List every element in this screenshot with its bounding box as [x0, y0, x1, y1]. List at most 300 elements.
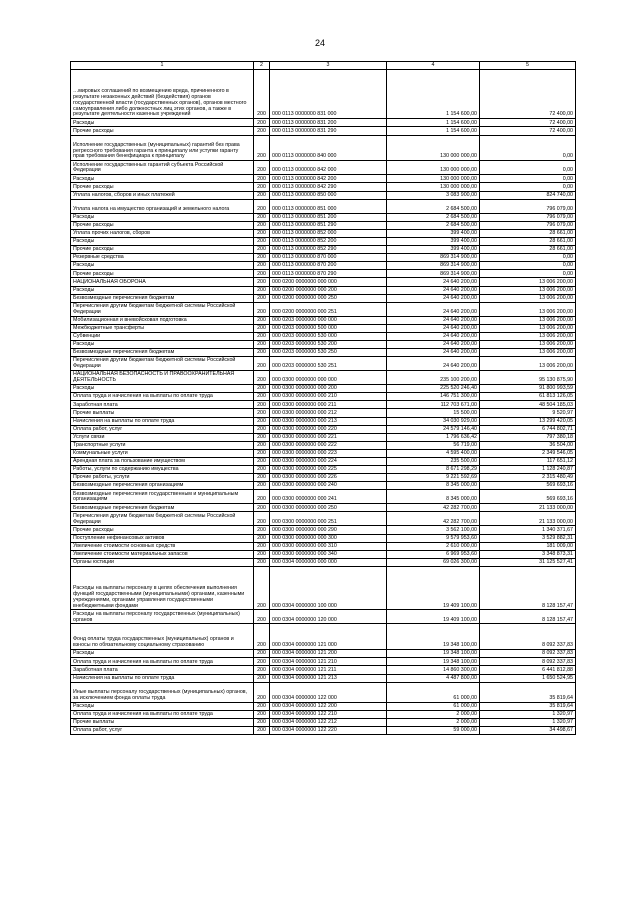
row-code-cell: 200: [254, 349, 270, 357]
row-plan-value: 8 671 298,29: [387, 466, 480, 474]
row-kbk-cell: 000 0113 0000000 850 000: [270, 191, 387, 199]
row-fact-value: 6 441 812,88: [480, 666, 576, 674]
row-kbk-cell: 000 0300 0000000 000 226: [270, 474, 387, 482]
table-row: [71, 286, 576, 294]
row-code-cell: 200: [254, 393, 270, 401]
row-plan-value: 24 640 200,00: [387, 302, 480, 316]
row-kbk-cell: 000 0113 0000000 831 290: [270, 127, 387, 135]
table-row: [71, 254, 576, 262]
row-plan-value: 24 640 200,00: [387, 340, 480, 348]
table-row: [71, 666, 576, 674]
row-fact-value: 797 380,18: [480, 433, 576, 441]
table-row: [71, 425, 576, 433]
row-plan-value: 130 000 000,00: [387, 183, 480, 191]
table-row: [71, 466, 576, 474]
row-name-cell: Безвозмездные перечисления бюджетам: [71, 294, 254, 302]
row-code-cell: 200: [254, 371, 270, 385]
table-row: [71, 409, 576, 417]
row-name-cell: Расходы на выплаты персоналу в целях обеспечения выполнения функций государственными (муниципальными) органами, казенными учреждениями, органами управления государственными внебюджетными фондами: [71, 566, 254, 610]
table-row: [71, 490, 576, 504]
row-code-cell: 200: [254, 127, 270, 135]
row-fact-value: 0,00: [480, 254, 576, 262]
row-plan-value: 2 684 500,00: [387, 213, 480, 221]
row-fact-value: 1 128 240,87: [480, 466, 576, 474]
row-plan-value: 399 400,00: [387, 237, 480, 245]
table-row: [71, 504, 576, 512]
row-name-cell: Иные выплаты персоналу государственных (муниципальных) органов, за исключением фонда оплаты труда: [71, 682, 254, 702]
row-plan-value: 112 703 671,00: [387, 401, 480, 409]
row-fact-value: 6 744 802,71: [480, 425, 576, 433]
row-plan-value: 2 684 500,00: [387, 221, 480, 229]
row-plan-value: 24 640 200,00: [387, 294, 480, 302]
row-name-cell: Оплата труда и начисления на выплаты по оплате труда: [71, 710, 254, 718]
row-code-cell: 200: [254, 534, 270, 542]
row-fact-value: 1 340 371,67: [480, 526, 576, 534]
table-row: [71, 340, 576, 348]
row-name-cell: Безвозмездные перечисления организациям: [71, 482, 254, 490]
row-code-cell: 200: [254, 278, 270, 286]
row-plan-value: 235 500,00: [387, 458, 480, 466]
row-name-cell: Расходы: [71, 650, 254, 658]
row-kbk-cell: 000 0200 0000000 000 000: [270, 278, 387, 286]
row-plan-value: 61 000,00: [387, 682, 480, 702]
row-name-cell: НАЦИОНАЛЬНАЯ ОБОРОНА: [71, 278, 254, 286]
table-row: [71, 441, 576, 449]
row-kbk-cell: 000 0113 0000000 851 000: [270, 199, 387, 213]
row-fact-value: 28 661,00: [480, 229, 576, 237]
table-row: [71, 624, 576, 650]
row-code-cell: 200: [254, 294, 270, 302]
table-row: [71, 161, 576, 175]
table-row: [71, 183, 576, 191]
row-kbk-cell: 000 0300 0000000 000 210: [270, 393, 387, 401]
row-fact-value: 28 661,00: [480, 237, 576, 245]
table-row: [71, 278, 576, 286]
row-name-cell: Расходы: [71, 262, 254, 270]
row-fact-value: 72 400,00: [480, 70, 576, 119]
row-name-cell: Исполнение государственных гарантий субъекта Российской Федерации: [71, 161, 254, 175]
row-code-cell: 200: [254, 718, 270, 726]
row-plan-value: 9 221 592,69: [387, 474, 480, 482]
row-plan-value: 59 000,00: [387, 726, 480, 734]
row-name-cell: Оплата работ, услуг: [71, 425, 254, 433]
row-plan-value: 4 595 400,00: [387, 449, 480, 457]
row-name-cell: Безвозмездные перечисления государственным и муниципальным организациям: [71, 490, 254, 504]
table-row: [71, 458, 576, 466]
row-plan-value: 6 969 953,60: [387, 550, 480, 558]
row-fact-value: 1 650 524,95: [480, 674, 576, 682]
table-row: [71, 191, 576, 199]
row-kbk-cell: 000 0300 0000000 000 223: [270, 449, 387, 457]
row-name-cell: Фонд оплаты труда государственных (муниципальных) органов и взносы по обязательному социальному страхованию: [71, 624, 254, 650]
row-name-cell: Прочие выплаты: [71, 409, 254, 417]
row-plan-value: 2 684 500,00: [387, 199, 480, 213]
row-plan-value: 24 640 200,00: [387, 278, 480, 286]
table-row: [71, 135, 576, 161]
table-header-row: [71, 62, 576, 70]
row-name-cell: Безвозмездные перечисления бюджетам: [71, 349, 254, 357]
table-row: [71, 357, 576, 371]
row-plan-value: 24 640 200,00: [387, 332, 480, 340]
row-kbk-cell: 000 0300 0000000 000 211: [270, 401, 387, 409]
row-kbk-cell: 000 0200 0000000 000 250: [270, 294, 387, 302]
row-kbk-cell: 000 0304 0000000 122 212: [270, 718, 387, 726]
row-plan-value: 399 400,00: [387, 229, 480, 237]
table-row: [71, 702, 576, 710]
row-plan-value: 4 487 800,00: [387, 674, 480, 682]
row-kbk-cell: 000 0300 0000000 000 220: [270, 425, 387, 433]
row-plan-value: 34 030 929,00: [387, 417, 480, 425]
row-kbk-cell: 000 0300 0000000 000 000: [270, 371, 387, 385]
row-kbk-cell: 000 0300 0000000 000 240: [270, 482, 387, 490]
row-code-cell: 200: [254, 650, 270, 658]
row-fact-value: 61 813 126,05: [480, 393, 576, 401]
table-row: [71, 393, 576, 401]
table-body: [71, 70, 576, 735]
row-name-cell: Уплата прочих налогов, сборов: [71, 229, 254, 237]
row-kbk-cell: 000 0113 0000000 870 000: [270, 254, 387, 262]
row-kbk-cell: 000 0113 0000000 870 290: [270, 270, 387, 278]
row-kbk-cell: 000 0113 0000000 851 290: [270, 221, 387, 229]
row-kbk-cell: 000 0113 0000000 831 200: [270, 119, 387, 127]
table-row: [71, 674, 576, 682]
row-name-cell: Уплата налогов, сборов и иных платежей: [71, 191, 254, 199]
row-code-cell: 200: [254, 324, 270, 332]
row-kbk-cell: 000 0300 0000000 000 222: [270, 441, 387, 449]
row-code-cell: 200: [254, 221, 270, 229]
page-number: 24: [314, 38, 325, 48]
row-kbk-cell: 000 0300 0000000 000 224: [270, 458, 387, 466]
row-fact-value: 2 315 480,49: [480, 474, 576, 482]
row-name-cell: Расходы: [71, 702, 254, 710]
row-fact-value: 35 819,64: [480, 702, 576, 710]
row-name-cell: Исполнение государственных (муниципальных) гарантий без права регрессного требования гаранта к принципалу или уступки гаранту прав требования бенефициара к принципалу: [71, 135, 254, 161]
row-plan-value: 24 640 200,00: [387, 324, 480, 332]
row-fact-value: 13 299 420,05: [480, 417, 576, 425]
row-name-cell: Прочие работы, услуги: [71, 474, 254, 482]
row-plan-value: 15 500,00: [387, 409, 480, 417]
row-code-cell: 200: [254, 199, 270, 213]
row-kbk-cell: 000 0300 0000000 000 340: [270, 550, 387, 558]
row-fact-value: 0,00: [480, 262, 576, 270]
table-row: [71, 119, 576, 127]
table-row: [71, 512, 576, 526]
row-kbk-cell: 000 0113 0000000 852 290: [270, 246, 387, 254]
table-row: [71, 302, 576, 316]
row-plan-value: 399 400,00: [387, 246, 480, 254]
row-name-cell: Межбюджетные трансферты: [71, 324, 254, 332]
row-code-cell: 200: [254, 70, 270, 119]
table-row: [71, 316, 576, 324]
row-fact-value: 3 348 873,31: [480, 550, 576, 558]
header-col-2: 2: [254, 62, 270, 70]
row-plan-value: 8 345 000,00: [387, 490, 480, 504]
row-code-cell: 200: [254, 466, 270, 474]
table-row: [71, 482, 576, 490]
row-kbk-cell: 000 0300 0000000 000 225: [270, 466, 387, 474]
row-plan-value: 146 751 300,00: [387, 393, 480, 401]
row-fact-value: 8 128 157,47: [480, 610, 576, 624]
row-name-cell: Расходы: [71, 286, 254, 294]
header-col-4: 4: [387, 62, 480, 70]
row-fact-value: 824 740,00: [480, 191, 576, 199]
row-name-cell: Прочие расходы: [71, 221, 254, 229]
row-plan-value: 24 579 146,40: [387, 425, 480, 433]
row-fact-value: 181 009,00: [480, 542, 576, 550]
row-code-cell: 200: [254, 624, 270, 650]
row-code-cell: 200: [254, 229, 270, 237]
row-fact-value: 0,00: [480, 183, 576, 191]
row-plan-value: 19 409 100,00: [387, 566, 480, 610]
row-plan-value: 69 026 300,00: [387, 558, 480, 566]
table-row: [71, 221, 576, 229]
row-code-cell: 200: [254, 526, 270, 534]
row-name-cell: Поступление нефинансовых активов: [71, 534, 254, 542]
row-name-cell: Расходы: [71, 175, 254, 183]
row-fact-value: 1 320,97: [480, 710, 576, 718]
row-code-cell: 200: [254, 135, 270, 161]
row-plan-value: 235 100 200,00: [387, 371, 480, 385]
row-name-cell: Расходы: [71, 340, 254, 348]
row-code-cell: 200: [254, 401, 270, 409]
row-plan-value: 24 640 200,00: [387, 357, 480, 371]
row-code-cell: 200: [254, 542, 270, 550]
row-fact-value: 0,00: [480, 135, 576, 161]
row-code-cell: 200: [254, 262, 270, 270]
row-name-cell: Прочие расходы: [71, 526, 254, 534]
row-kbk-cell: 000 0300 0000000 000 213: [270, 417, 387, 425]
table-row: [71, 70, 576, 119]
row-name-cell: Увеличение стоимости материальных запасов: [71, 550, 254, 558]
row-code-cell: 200: [254, 449, 270, 457]
row-code-cell: 200: [254, 550, 270, 558]
row-kbk-cell: 000 0203 0000000 530 251: [270, 357, 387, 371]
row-code-cell: 200: [254, 702, 270, 710]
table-row: [71, 474, 576, 482]
row-fact-value: 31 125 527,41: [480, 558, 576, 566]
row-kbk-cell: 000 0300 0000000 000 300: [270, 534, 387, 542]
row-code-cell: 200: [254, 458, 270, 466]
row-name-cell: Расходы: [71, 213, 254, 221]
row-fact-value: 2 349 546,05: [480, 449, 576, 457]
table-row: [71, 294, 576, 302]
table-row: [71, 385, 576, 393]
row-name-cell: Субвенции: [71, 332, 254, 340]
row-name-cell: Прочие выплаты: [71, 718, 254, 726]
row-plan-value: 130 000 000,00: [387, 161, 480, 175]
row-kbk-cell: 000 0300 0000000 000 251: [270, 512, 387, 526]
row-plan-value: 42 282 700,00: [387, 504, 480, 512]
row-plan-value: 2 610 000,00: [387, 542, 480, 550]
table-row: [71, 371, 576, 385]
row-plan-value: 19 348 100,00: [387, 624, 480, 650]
row-code-cell: 200: [254, 286, 270, 294]
row-fact-value: 13 006 200,00: [480, 302, 576, 316]
row-kbk-cell: 000 0304 0000000 121 000: [270, 624, 387, 650]
row-code-cell: 200: [254, 658, 270, 666]
row-fact-value: 72 400,00: [480, 127, 576, 135]
table-row: [71, 213, 576, 221]
row-name-cell: Безвозмездные перечисления бюджетам: [71, 504, 254, 512]
table-row: [71, 199, 576, 213]
row-fact-value: 13 006 200,00: [480, 286, 576, 294]
row-plan-value: 3 083 900,00: [387, 191, 480, 199]
table-row: [71, 127, 576, 135]
row-kbk-cell: 000 0203 0000000 530 000: [270, 332, 387, 340]
row-fact-value: 21 133 000,00: [480, 504, 576, 512]
row-code-cell: 200: [254, 666, 270, 674]
row-code-cell: 200: [254, 183, 270, 191]
row-code-cell: 200: [254, 504, 270, 512]
row-code-cell: 200: [254, 175, 270, 183]
row-fact-value: 13 006 200,00: [480, 324, 576, 332]
row-kbk-cell: 000 0200 0000000 000 200: [270, 286, 387, 294]
row-name-cell: Заработная плата: [71, 666, 254, 674]
row-kbk-cell: 000 0203 0000000 530 250: [270, 349, 387, 357]
row-fact-value: 48 504 185,03: [480, 401, 576, 409]
table-row: [71, 401, 576, 409]
row-plan-value: 3 562 100,00: [387, 526, 480, 534]
row-plan-value: 869 314 900,00: [387, 270, 480, 278]
row-code-cell: 200: [254, 490, 270, 504]
row-plan-value: 24 640 200,00: [387, 316, 480, 324]
row-fact-value: 28 661,00: [480, 246, 576, 254]
row-plan-value: 19 409 100,00: [387, 610, 480, 624]
row-fact-value: 13 006 200,00: [480, 278, 576, 286]
row-kbk-cell: 000 0113 0000000 842 290: [270, 183, 387, 191]
row-kbk-cell: 000 0304 0000000 122 000: [270, 682, 387, 702]
row-plan-value: 130 000 000,00: [387, 135, 480, 161]
table-row: [71, 710, 576, 718]
row-name-cell: Расходы: [71, 385, 254, 393]
row-kbk-cell: 000 0304 0000000 000 000: [270, 558, 387, 566]
row-fact-value: 9 520,97: [480, 409, 576, 417]
row-fact-value: 796 079,00: [480, 199, 576, 213]
row-plan-value: 869 314 900,00: [387, 262, 480, 270]
row-fact-value: 117 651,12: [480, 458, 576, 466]
row-name-cell: Уплата налога на имущество организаций и земельного налога: [71, 199, 254, 213]
row-code-cell: 200: [254, 237, 270, 245]
row-code-cell: 200: [254, 512, 270, 526]
row-code-cell: 200: [254, 417, 270, 425]
row-name-cell: Перечисления другим бюджетам бюджетной системы Российской Федерации: [71, 302, 254, 316]
table-row: [71, 237, 576, 245]
table-row: [71, 262, 576, 270]
row-code-cell: 200: [254, 726, 270, 734]
header-col-1: 1: [71, 62, 254, 70]
row-name-cell: Увеличение стоимости основных средств: [71, 542, 254, 550]
row-code-cell: 200: [254, 710, 270, 718]
row-fact-value: 569 693,16: [480, 490, 576, 504]
row-fact-value: 0,00: [480, 270, 576, 278]
row-fact-value: 36 504,00: [480, 441, 576, 449]
row-plan-value: 56 719,00: [387, 441, 480, 449]
row-kbk-cell: 000 0300 0000000 000 200: [270, 385, 387, 393]
row-plan-value: 2 000,00: [387, 710, 480, 718]
row-name-cell: Оплата труда и начисления на выплаты по оплате труда: [71, 658, 254, 666]
row-kbk-cell: 000 0304 0000000 120 000: [270, 610, 387, 624]
row-code-cell: 200: [254, 213, 270, 221]
row-code-cell: 200: [254, 316, 270, 324]
table-row: [71, 175, 576, 183]
table-row: [71, 658, 576, 666]
row-kbk-cell: 000 0203 0000000 530 200: [270, 340, 387, 348]
row-code-cell: 200: [254, 357, 270, 371]
table-row: [71, 417, 576, 425]
row-code-cell: 200: [254, 482, 270, 490]
row-fact-value: 569 693,16: [480, 482, 576, 490]
header-col-3: 3: [270, 62, 387, 70]
table-row: [71, 682, 576, 702]
row-plan-value: 14 860 300,00: [387, 666, 480, 674]
row-kbk-cell: 000 0300 0000000 000 212: [270, 409, 387, 417]
row-name-cell: Прочие расходы: [71, 183, 254, 191]
row-kbk-cell: 000 0200 0000000 000 251: [270, 302, 387, 316]
row-name-cell: Прочие расходы: [71, 270, 254, 278]
row-fact-value: 796 079,00: [480, 221, 576, 229]
row-fact-value: 796 079,00: [480, 213, 576, 221]
row-code-cell: 200: [254, 474, 270, 482]
row-name-cell: Расходы на выплаты персоналу государственных (муниципальных) органов: [71, 610, 254, 624]
row-kbk-cell: 000 0300 0000000 000 241: [270, 490, 387, 504]
row-code-cell: 200: [254, 119, 270, 127]
row-kbk-cell: 000 0300 0000000 000 310: [270, 542, 387, 550]
row-code-cell: 200: [254, 433, 270, 441]
row-code-cell: 200: [254, 340, 270, 348]
table-row: [71, 433, 576, 441]
row-kbk-cell: 000 0304 0000000 121 213: [270, 674, 387, 682]
row-kbk-cell: 000 0113 0000000 852 000: [270, 229, 387, 237]
row-name-cell: Арендная плата за пользование имуществом: [71, 458, 254, 466]
row-name-cell: Оплата труда и начисления на выплаты по оплате труда: [71, 393, 254, 401]
row-name-cell: НАЦИОНАЛЬНАЯ БЕЗОПАСНОСТЬ И ПРАВООХРАНИТЕЛЬНАЯ ДЕЯТЕЛЬНОСТЬ: [71, 371, 254, 385]
row-code-cell: 200: [254, 161, 270, 175]
row-code-cell: 200: [254, 674, 270, 682]
row-fact-value: 8 092 337,83: [480, 624, 576, 650]
row-fact-value: 13 006 200,00: [480, 357, 576, 371]
row-plan-value: 869 314 900,00: [387, 254, 480, 262]
row-code-cell: 200: [254, 566, 270, 610]
row-fact-value: 91 800 993,59: [480, 385, 576, 393]
header-col-5: 5: [480, 62, 576, 70]
row-fact-value: 8 092 337,83: [480, 650, 576, 658]
table-row: [71, 526, 576, 534]
row-kbk-cell: 000 0203 0000000 000 000: [270, 316, 387, 324]
row-name-cell: Органы юстиции: [71, 558, 254, 566]
row-plan-value: 130 000 000,00: [387, 175, 480, 183]
row-kbk-cell: 000 0113 0000000 870 200: [270, 262, 387, 270]
table-row: [71, 558, 576, 566]
row-plan-value: 1 154 600,00: [387, 119, 480, 127]
row-fact-value: 13 006 200,00: [480, 316, 576, 324]
row-plan-value: 24 640 200,00: [387, 349, 480, 357]
row-plan-value: 61 000,00: [387, 702, 480, 710]
row-plan-value: 1 796 636,42: [387, 433, 480, 441]
row-code-cell: 200: [254, 270, 270, 278]
row-code-cell: 200: [254, 191, 270, 199]
row-plan-value: 24 640 200,00: [387, 286, 480, 294]
row-code-cell: 200: [254, 409, 270, 417]
row-name-cell: Оплата работ, услуг: [71, 726, 254, 734]
row-kbk-cell: 000 0113 0000000 851 200: [270, 213, 387, 221]
row-kbk-cell: 000 0300 0000000 000 290: [270, 526, 387, 534]
row-code-cell: 200: [254, 302, 270, 316]
budget-table-container: [70, 61, 575, 735]
row-plan-value: 19 348 100,00: [387, 658, 480, 666]
row-name-cell: Начисления на выплаты по оплате труда: [71, 674, 254, 682]
row-name-cell: Заработная плата: [71, 401, 254, 409]
row-fact-value: 34 498,67: [480, 726, 576, 734]
